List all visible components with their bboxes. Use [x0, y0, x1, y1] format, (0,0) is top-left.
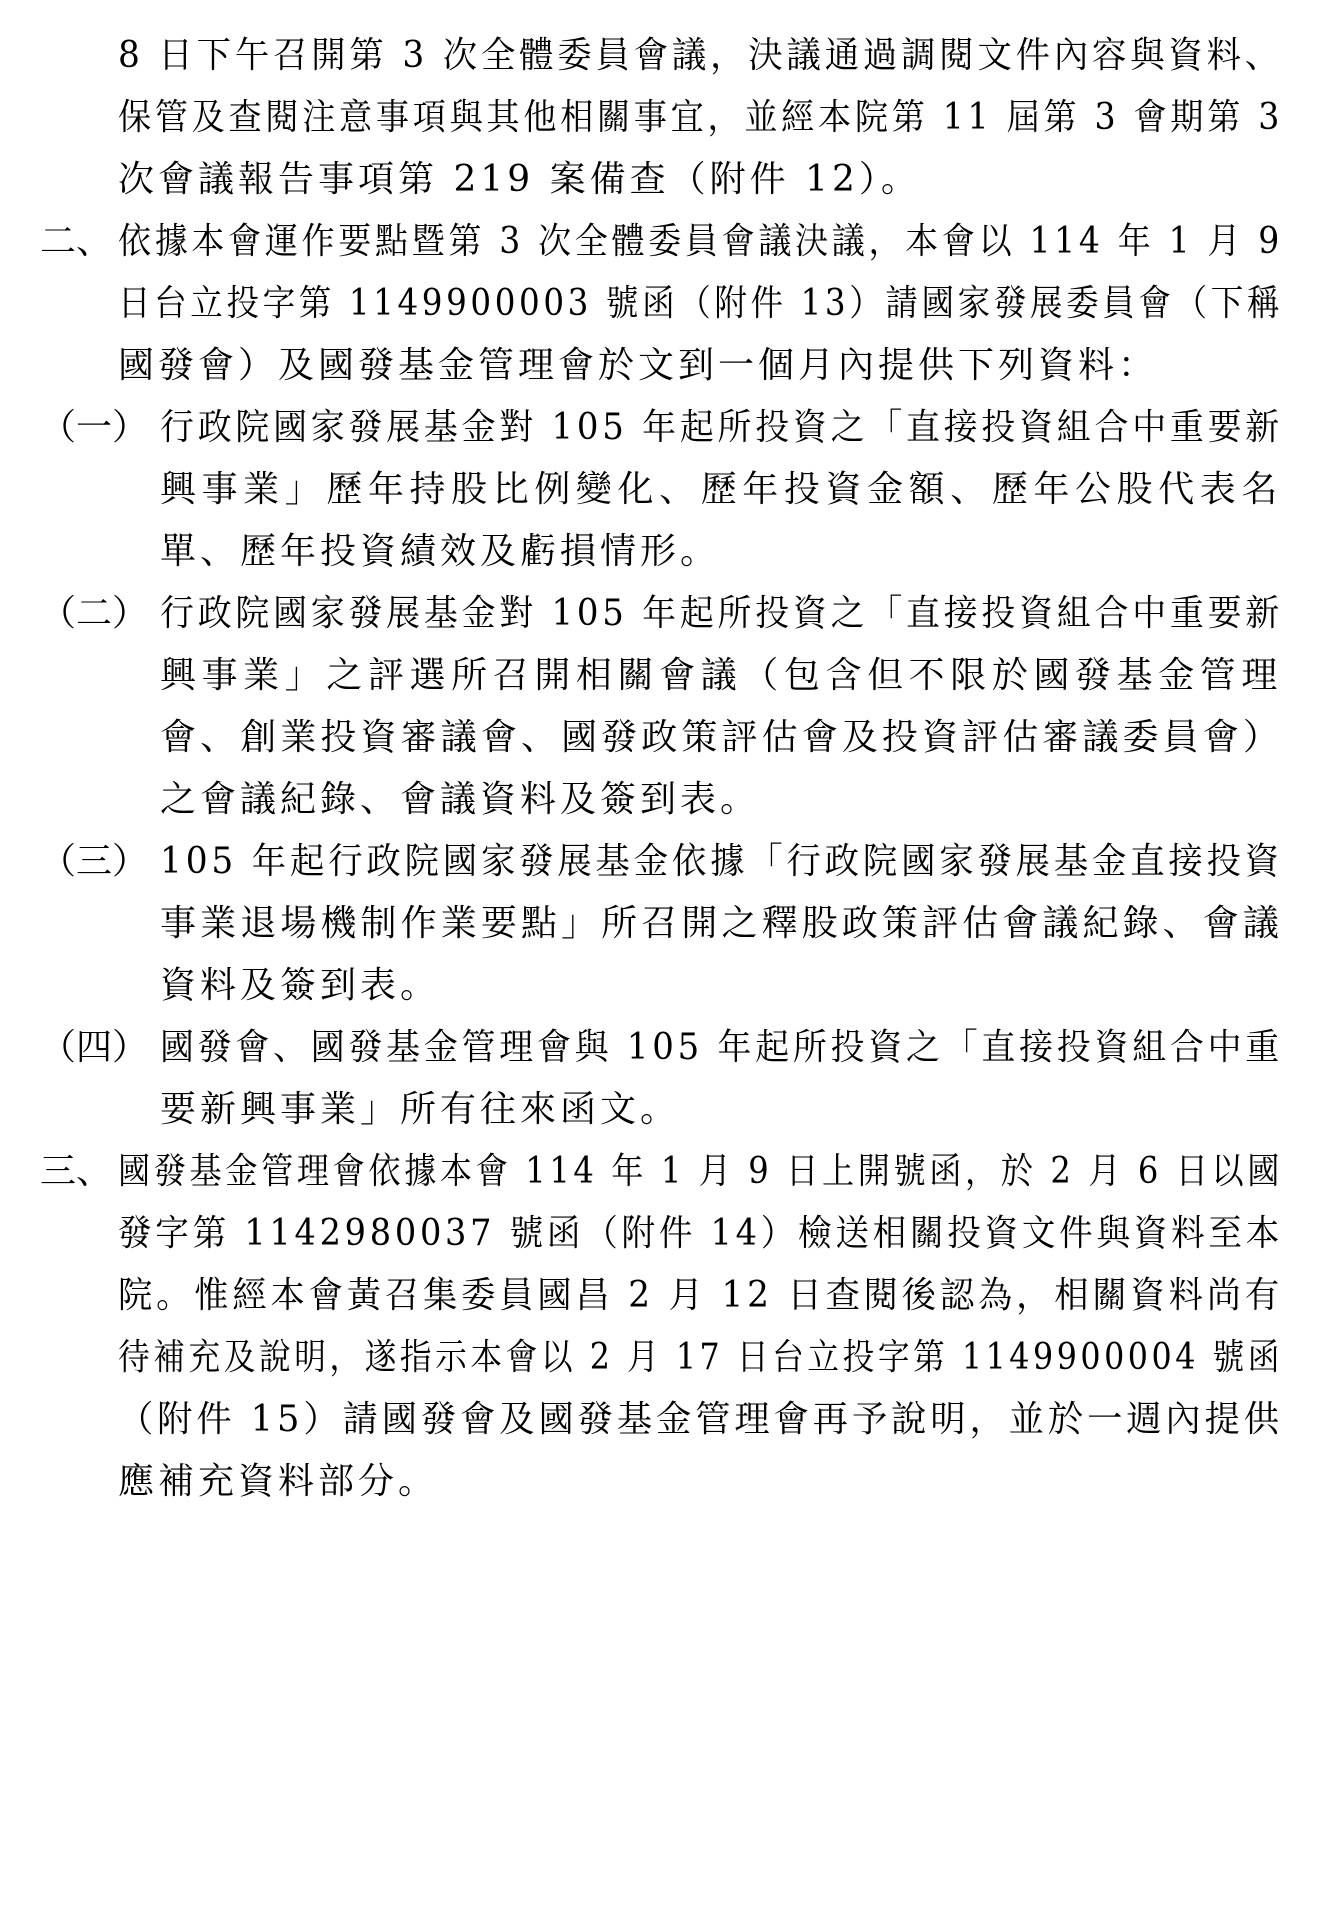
text-line: 之會議紀錄、會議資料及簽到表。 [160, 779, 761, 820]
list-marker: （四） [40, 1027, 149, 1068]
text-line: 次會議報告事項第 219 案備查（附件 12）。 [118, 159, 921, 200]
text-line: 105 年起行政院國家發展基金依據「行政院國家發展基金直接投資 [160, 841, 1283, 882]
list-marker: （一） [40, 407, 149, 448]
text-line: 保管及查閱注意事項與其他相關事宜，並經本院第 11 屆第 3 會期第 3 [118, 97, 1283, 138]
list-marker: 三、 [40, 1151, 113, 1192]
text-line: 事業退場機制作業要點」所召開之釋股政策評估會議紀錄、會議 [160, 903, 1283, 944]
list-marker: 二、 [40, 221, 113, 262]
list-marker: （二） [40, 593, 149, 634]
text-line: 院。惟經本會黃召集委員國昌 2 月 12 日查閱後認為，相關資料尚有 [118, 1275, 1283, 1316]
text-line: 行政院國家發展基金對 105 年起所投資之「直接投資組合中重要新 [160, 407, 1283, 448]
text-line: 國發會、國發基金管理會與 105 年起所投資之「直接投資組合中重 [160, 1027, 1283, 1068]
text-line: 興事業」之評選所召開相關會議（包含但不限於國發基金管理 [160, 655, 1283, 696]
text-line: （附件 15）請國發會及國發基金管理會再予說明，並於一週內提供 [118, 1399, 1283, 1440]
text-line: 國發會）及國發基金管理會於文到一個月內提供下列資料： [118, 345, 1159, 386]
text-line: 會、創業投資審議會、國發政策評估會及投資評估審議委員會） [160, 717, 1283, 758]
text-line: 應補充資料部分。 [118, 1461, 439, 1502]
text-line: 日台立投字第 1149900003 號函（附件 13）請國家發展委員會（下稱 [118, 283, 1283, 324]
text-line: 行政院國家發展基金對 105 年起所投資之「直接投資組合中重要新 [160, 593, 1283, 634]
text-line: 資料及簽到表。 [160, 965, 441, 1006]
list-marker: （三） [40, 841, 149, 882]
text-line: 依據本會運作要點暨第 3 次全體委員會議決議，本會以 114 年 1 月 9 [118, 221, 1283, 262]
text-line: 8 日下午召開第 3 次全體委員會議，決議通過調閱文件內容與資料、 [118, 35, 1283, 76]
text-line: 國發基金管理會依據本會 114 年 1 月 9 日上開號函，於 2 月 6 日以國 [118, 1151, 1283, 1192]
text-line: 單、歷年投資績效及虧損情形。 [160, 531, 721, 572]
text-line: 興事業」歷年持股比例變化、歷年投資金額、歷年公股代表名 [160, 469, 1283, 510]
text-line: 待補充及說明，遂指示本會以 2 月 17 日台立投字第 1149900004 號函 [118, 1337, 1283, 1378]
text-line: 要新興事業」所有往來函文。 [160, 1089, 681, 1130]
text-line: 發字第 1142980037 號函（附件 14）檢送相關投資文件與資料至本 [118, 1213, 1283, 1254]
